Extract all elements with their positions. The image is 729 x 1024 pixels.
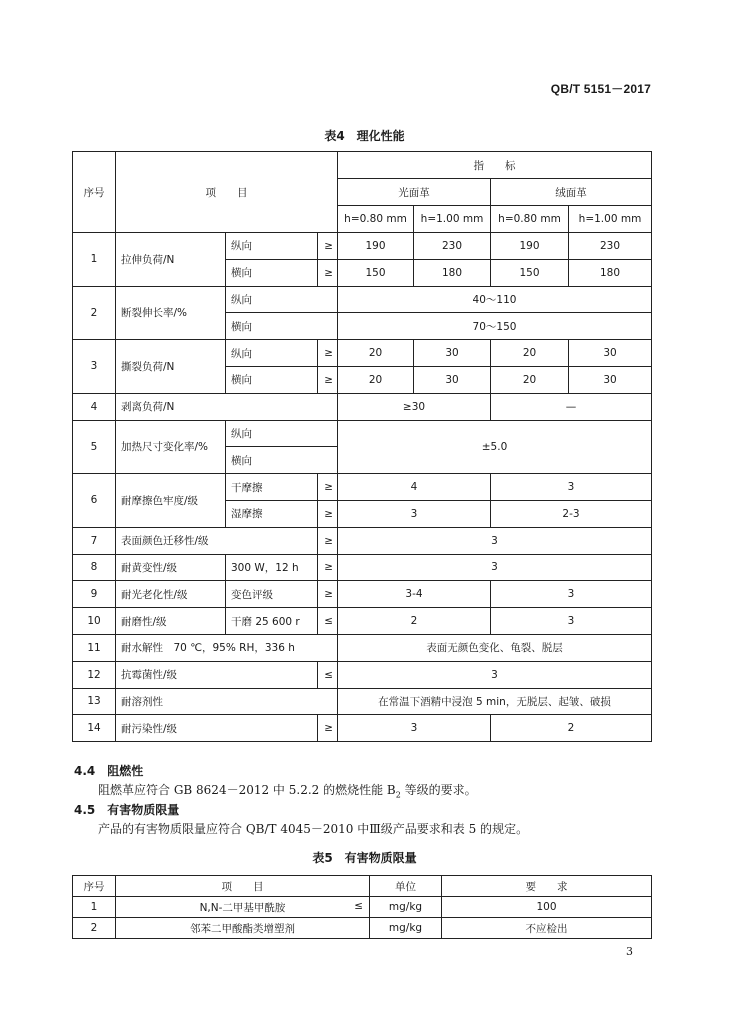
table-row [73, 608, 652, 635]
row-value: 在常温下酒精中浸泡 5 min，无脱层、起皱、破损 [338, 688, 652, 715]
row-number: 4 [73, 393, 116, 420]
row-value: 3 [491, 581, 652, 608]
row-value: — [491, 393, 652, 420]
header-unit: 单位 [370, 876, 442, 897]
standard-number: QB/T 5151－2017 [550, 82, 651, 96]
header-seq: 序号 [73, 152, 116, 233]
row-value: 3 [338, 527, 652, 554]
row-number: 14 [73, 715, 116, 742]
row-value: 20 [338, 366, 414, 393]
row-number: 9 [73, 581, 116, 608]
header-thickness: h=1.00 mm [414, 206, 491, 233]
table-row [73, 286, 652, 313]
row-item: 断裂伸长率/% [116, 286, 226, 340]
row-value: 230 [569, 233, 652, 260]
row-value: ±5.0 [338, 420, 652, 474]
row-value: 40～110 [338, 286, 652, 313]
section-4-4-subscript: 2 [395, 790, 401, 800]
section-4-4-text-a: 阻燃革应符合 GB 8624－2012 中 5.2.2 的燃烧性能 B [98, 783, 396, 797]
row-number: 1 [73, 233, 116, 287]
row-operator: ≥ [318, 259, 338, 286]
header-seq: 序号 [73, 876, 116, 897]
row-subitem: 纵向 [226, 340, 318, 367]
section-4-4-text [98, 781, 477, 799]
row-value: 3 [338, 715, 491, 742]
row-requirement: 100 [442, 897, 652, 918]
table-row [73, 393, 652, 420]
row-item-name: N,N-二甲基甲酰胺 [199, 901, 286, 914]
table-header-row [73, 876, 652, 897]
row-number: 12 [73, 661, 116, 688]
row-value: 20 [491, 366, 569, 393]
row-value: 190 [338, 233, 414, 260]
row-value: 3 [338, 500, 491, 527]
row-number: 2 [73, 918, 116, 939]
row-operator: ≥ [318, 340, 338, 367]
table-row [73, 554, 652, 581]
section-4-5-heading: 4.5 有害物质限量 [74, 803, 180, 817]
section-4-4-heading: 4.4 阻燃性 [74, 764, 144, 778]
row-subitem: 湿摩擦 [226, 500, 318, 527]
row-value: 4 [338, 474, 491, 501]
row-operator: ≥ [318, 554, 338, 581]
row-item [116, 897, 370, 918]
table-row [73, 715, 652, 742]
row-number: 8 [73, 554, 116, 581]
table-row [73, 897, 652, 918]
row-item: 耐污染性/级 [116, 715, 318, 742]
row-item: 耐摩擦色牢度/级 [116, 474, 226, 528]
row-value: 150 [491, 259, 569, 286]
row-value: 70～150 [338, 313, 652, 340]
row-number: 1 [73, 897, 116, 918]
row-operator: ≥ [318, 715, 338, 742]
row-value: 3 [338, 554, 652, 581]
row-unit: mg/kg [370, 897, 442, 918]
row-subitem: 纵向 [226, 233, 318, 260]
header-suede: 绒面革 [491, 179, 652, 206]
row-operator: ≥ [318, 366, 338, 393]
header-thickness: h=0.80 mm [338, 206, 414, 233]
row-value: 30 [569, 340, 652, 367]
row-item: 加热尺寸变化率/% [116, 420, 226, 474]
row-value: 3 [491, 474, 652, 501]
section-4-5-text: 产品的有害物质限量应符合 QB/T 4045－2010 中Ⅲ级产品要求和表 5 的规定。 [98, 822, 529, 836]
row-number: 10 [73, 608, 116, 635]
row-value: 2 [338, 608, 491, 635]
hazardous-substances-table [72, 875, 652, 939]
table-row [73, 661, 652, 688]
row-value: ≥30 [338, 393, 491, 420]
row-subitem: 纵向 [226, 420, 338, 447]
header-item: 项 目 [116, 876, 370, 897]
row-operator: ≥ [318, 500, 338, 527]
row-item: 抗霉菌性/级 [116, 661, 318, 688]
row-subitem: 横向 [226, 447, 338, 474]
row-value: 20 [338, 340, 414, 367]
page-number: 3 [626, 945, 633, 958]
row-number: 11 [73, 634, 116, 661]
row-number: 7 [73, 527, 116, 554]
row-value: 30 [414, 366, 491, 393]
row-item: 撕裂负荷/N [116, 340, 226, 394]
row-subitem: 纵向 [226, 286, 338, 313]
row-item: 拉伸负荷/N [116, 233, 226, 287]
table-row [73, 581, 652, 608]
row-operator: ≥ [318, 474, 338, 501]
row-requirement: 不应检出 [442, 918, 652, 939]
row-number: 3 [73, 340, 116, 394]
row-value: 2-3 [491, 500, 652, 527]
row-condition: 300 W，12 h [226, 554, 318, 581]
row-value: 3-4 [338, 581, 491, 608]
row-value: 180 [414, 259, 491, 286]
table5-caption: 表5 有害物质限量 [312, 851, 417, 865]
table-row [73, 340, 652, 367]
row-number: 13 [73, 688, 116, 715]
table-row [73, 474, 652, 501]
row-value: 230 [414, 233, 491, 260]
row-value: 150 [338, 259, 414, 286]
row-unit: mg/kg [370, 918, 442, 939]
row-item: 剥离负荷/N [116, 393, 338, 420]
row-operator: ≤ [318, 608, 338, 635]
row-subitem: 干摩擦 [226, 474, 318, 501]
row-subitem: 横向 [226, 313, 338, 340]
row-condition: 干磨 25 600 r [226, 608, 318, 635]
row-operator: ≥ [318, 233, 338, 260]
row-item: 耐黄变性/级 [116, 554, 226, 581]
table-row [73, 688, 652, 715]
section-4-4-text-b: 等级的要求。 [400, 783, 477, 797]
row-operator: ≤ [354, 900, 363, 912]
row-number: 2 [73, 286, 116, 340]
row-value: 30 [414, 340, 491, 367]
row-value: 180 [569, 259, 652, 286]
table4-caption: 表4 理化性能 [324, 129, 405, 143]
header-requirement: 要 求 [442, 876, 652, 897]
row-item [116, 918, 370, 939]
row-item: 耐光老化性/级 [116, 581, 226, 608]
table-header-row [73, 152, 652, 179]
row-operator: ≥ [318, 527, 338, 554]
row-item-name: 邻苯二甲酸酯类增塑剂 [190, 922, 295, 935]
table-row [73, 233, 652, 260]
row-number: 6 [73, 474, 116, 528]
row-operator: ≥ [318, 581, 338, 608]
row-number: 5 [73, 420, 116, 474]
physical-properties-table [72, 151, 652, 742]
row-value: 2 [491, 715, 652, 742]
header-item: 项 目 [116, 152, 338, 233]
row-value: 3 [338, 661, 652, 688]
table-row [73, 634, 652, 661]
row-value: 3 [491, 608, 652, 635]
header-thickness: h=1.00 mm [569, 206, 652, 233]
row-value: 30 [569, 366, 652, 393]
row-condition: 变色评级 [226, 581, 318, 608]
row-item: 耐磨性/级 [116, 608, 226, 635]
table-row [73, 918, 652, 939]
table-row [73, 527, 652, 554]
row-subitem: 横向 [226, 259, 318, 286]
header-smooth: 光面革 [338, 179, 491, 206]
header-index: 指 标 [338, 152, 652, 179]
header-thickness: h=0.80 mm [491, 206, 569, 233]
row-value: 190 [491, 233, 569, 260]
row-item: 耐溶剂性 [116, 688, 338, 715]
row-item: 表面颜色迁移性/级 [116, 527, 318, 554]
row-value: 20 [491, 340, 569, 367]
row-value: 表面无颜色变化、龟裂、脱层 [338, 634, 652, 661]
row-item: 耐水解性 70 ℃，95% RH，336 h [116, 634, 338, 661]
row-operator: ≤ [318, 661, 338, 688]
row-subitem: 横向 [226, 366, 318, 393]
table-row [73, 420, 652, 447]
